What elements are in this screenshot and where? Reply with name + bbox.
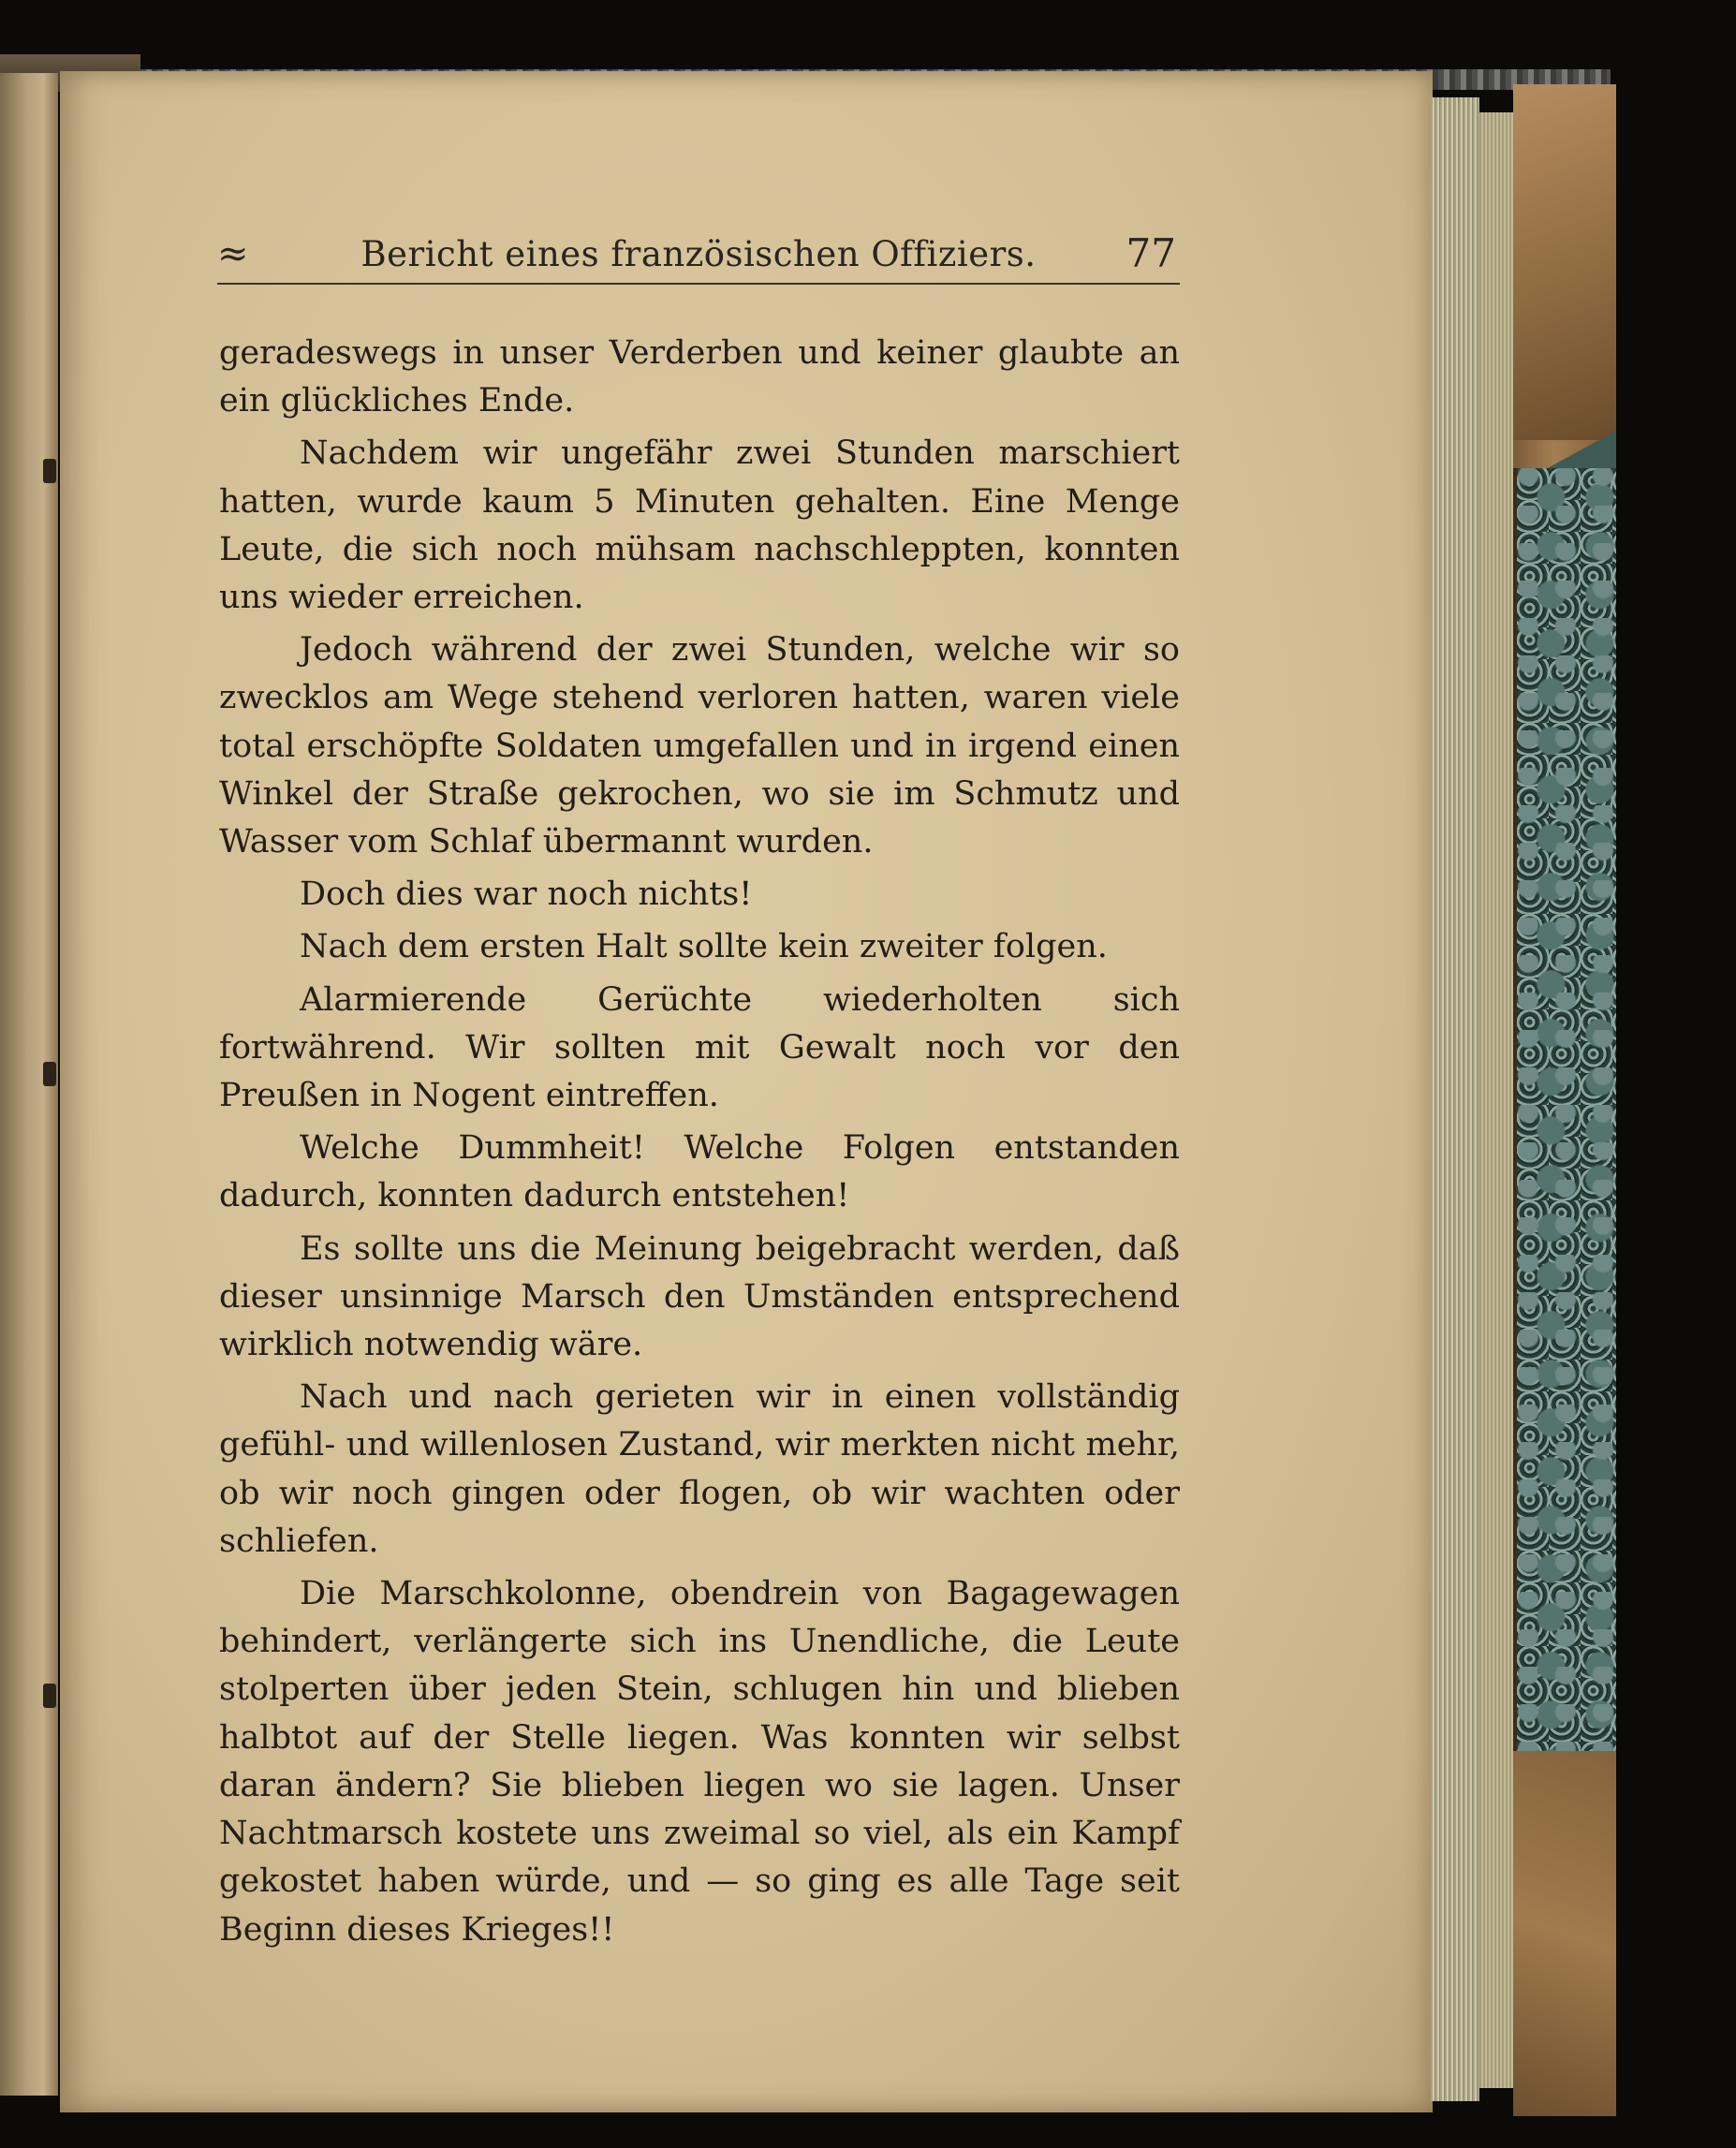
marbled-cover-paper [1513,468,1622,1751]
margin-mark [43,459,56,483]
paragraph: Doch dies war noch nichts! [300,875,753,914]
leather-corner-bottom [1513,1751,1616,2116]
page-body-text [219,330,1180,1959]
running-header [217,227,1180,283]
paragraph: geradeswegs in unser Verderben und keiner glaubte an ein glückliches Ende. [219,334,1180,420]
page-stack-edge [1431,97,1479,2101]
paragraph: Alarmierende Gerüchte wiederholten sich fortwährend. Wir sollten mit Gewalt noch vor den Preußen in Nogent eintreffen. [219,980,1180,1115]
paragraph: Nachdem wir ungefähr zwei Stunden marschiert hatten, wurde kaum 5 Minuten gehalten. Eine Menge Leute, die sich noch mühsam nachschleppten, konnten uns wieder erreichen. [219,434,1180,617]
margin-mark [43,1684,56,1708]
paragraph: Nach dem ersten Halt sollte kein zweiter folgen. [300,928,1108,966]
paragraph: Welche Dummheit! Welche Folgen entstanden dadurch, konnten dadurch entstehen! [219,1129,1180,1215]
header-rule [217,283,1180,285]
paragraph: Die Marschkolonne, obendrein von Bagagewagen behindert, verlängerte sich ins Unendliche, die Leute stolperten über jeden Stein, schlugen hin und blieben halbtot auf der Stelle liegen. Was konnten wir selbst daran ändern? Sie blieben liegen wo sie lagen. Unser Nachtmarsch kostete uns zweimal so viel, als ein Kampf gekostet haben würde, und — so ging es alle Tage seit Beginn dieses Krieges!! [219,1575,1180,1949]
margin-mark [43,1062,56,1086]
page-stack-edge-inner [1479,112,1513,2088]
page-number: 77 [1125,230,1176,276]
leather-corner-top [1513,84,1616,440]
previous-page-edge [0,73,58,2096]
paragraph: Es sollte uns die Meinung beigebracht werden, daß dieser unsinnige Marsch den Umständen entsprechend wirklich notwendig wäre. [219,1229,1180,1364]
paragraph: Nach und nach gerieten wir in einen vollständig gefühl- und willenlosen Zustand, wir merkten nicht mehr, ob wir noch gingen oder flogen, ob wir wachten oder schliefen. [219,1378,1180,1560]
scan-background [1616,75,1736,2126]
header-ornament: ≈ [217,232,249,275]
paragraph: Jedoch während der zwei Stunden, welche wir so zwecklos am Wege stehend verloren hatten, waren viele total erschöpfte Soldaten umgefallen und in irgend einen Winkel der Straße gekrochen, wo sie im Schmutz und Wasser vom Schlaf übermannt wurden. [219,631,1180,861]
running-title: Bericht eines französischen Offiziers. [360,234,1037,274]
